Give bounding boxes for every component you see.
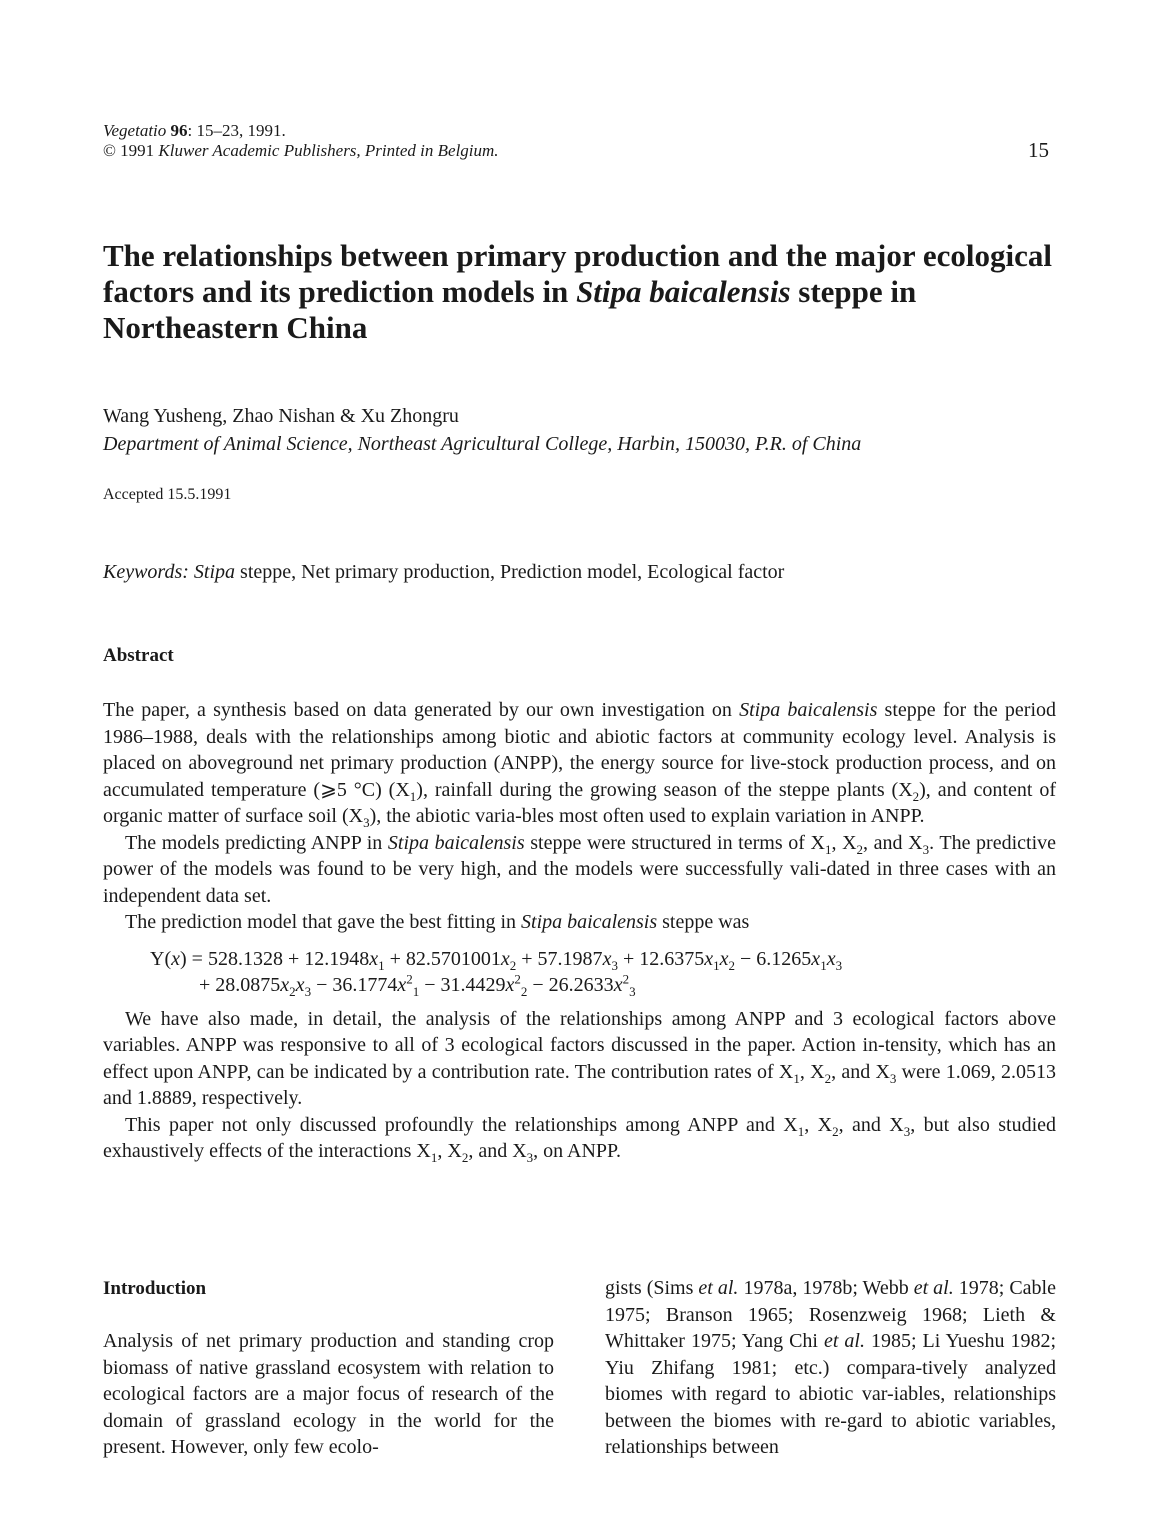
title-species: Stipa baicalensis xyxy=(576,274,791,309)
abstract-heading: Abstract xyxy=(103,645,174,666)
abstract-paragraph-5: This paper not only discussed profoundly the relationships among ANPP and $X_1$, $X_2$, and $X_3$, but also studied exhaustively effects of the interactions $X_1$, $X_2$, and $X_3$, on ANPP. xyxy=(103,1113,1057,1165)
abstract-paragraph-1: The paper, a synthesis based on data generated by our own investigation on Stipa baicalensis steppe for the period 1986–1988, deals with the relationships among biotic and abiotic factors at community ecology level. Analysis is placed on aboveground net primary production (ANPP), the energy source for live-stock production process, and on accumulated temperature (⩾5 °C) $(X_1)$, rainfall during the growing season of the steppe plants $(X_2)$, and content of organic matter of surface soil $(X_3)$, the abiotic varia-bles most often used to explain variation in ANPP. xyxy=(103,699,1057,830)
copyright-year: 1991 xyxy=(120,141,155,160)
abstract-paragraph-4: We have also made, in detail, the analysis of the relationships among ANPP and 3 ecological factors above variables. ANPP was responsive to all of 3 ecological factors discussed in the paper. Action in-tensity, which has an effect upon ANPP, can be indicated by a contribution rate. The contribution rates of $X_1$, $X_2$, and $X_3$ were 1.069, 2.0513 and 1.8889, respectively. xyxy=(103,1007,1056,1109)
author-names: Wang Yusheng, Zhao Nishan & Xu Zhongru xyxy=(103,405,459,427)
introduction-paragraph-1: Analysis of net primary production and standing crop biomass of native grassland ecosystem with relation to ecological factors are a major focus of research of the domain of grassland ecology in the world for the present. However, only few ecolo- xyxy=(103,1330,554,1458)
journal-volume: 96 xyxy=(170,121,188,140)
keywords-label: Keywords: xyxy=(103,561,189,583)
prediction-equation xyxy=(103,946,1056,998)
publisher: Kluwer Academic Publishers, Printed in Belgium. xyxy=(158,141,499,160)
title-part-2: steppe in Northeastern China xyxy=(103,274,917,345)
abstract-body xyxy=(103,697,1056,1165)
keywords xyxy=(103,561,1063,584)
journal-citation xyxy=(103,121,499,161)
journal-line-1 xyxy=(103,121,499,141)
journal-name: Vegetatio xyxy=(103,121,167,140)
copyright-symbol: © xyxy=(103,141,116,160)
abstract-paragraph-2: The models predicting ANPP in Stipa baicalensis steppe were structured in terms of $X_1$, $X_2$, and $X_3$. The predictive power of the models was found to be very high, and the models were successfully vali-dated in three cases with an independent data set. xyxy=(103,831,1057,907)
affiliation: Department of Animal Science, Northeast Agricultural College, Harbin, 150030, P.R. of China xyxy=(103,433,862,455)
equation-line-2: + $28.0875x_2x_3 - 36.1774x^2_1 - 31.4429x^2_2 - 26.2633x^2_3$ xyxy=(199,970,636,999)
paper-title xyxy=(103,238,1063,346)
keyword-stipa: Stipa xyxy=(193,561,236,583)
author-block xyxy=(103,402,1063,458)
keywords-list: steppe, Net primary production, Prediction model, Ecological factor xyxy=(235,561,785,583)
introduction-heading: Introduction xyxy=(103,1278,207,1299)
introduction-paragraph-1-cont: gists (Sims et al. 1978a, 1978b; Webb et al. 1978; Cable 1975; Branson 1965; Rosenzweig 1968; Lieth & Whittaker 1975; Yang Chi et al. 1985; Li Yueshu 1982; Yiu Zhifang 1981; etc.) compara-tively analyzed biomes with regard to abiotic var-iables, relationships between the biomes with re-gard to abiotic variables, relationships between xyxy=(605,1277,1057,1458)
title-part-1: The relationships between primary production and the major ecological factors and its prediction models in xyxy=(103,238,1052,309)
accepted-date: Accepted 15.5.1991 xyxy=(103,486,232,503)
journal-pages: : 15–23, 1991. xyxy=(187,121,286,140)
introduction-right-column xyxy=(605,1275,1056,1461)
page-number: 15 xyxy=(1028,138,1049,162)
equation-line-1: $Y(x) = 528.1328 + 12.1948x_1 + 82.5701001x_2 + 57.1987x_3 + 12.6375x_1x_2 - 6.1265x_1x_3$ xyxy=(150,947,843,973)
abstract-paragraph-3: The prediction model that gave the best fitting in Stipa baicalensis steppe was xyxy=(125,911,750,933)
introduction-left-column xyxy=(103,1328,554,1461)
journal-line-2 xyxy=(103,141,499,161)
